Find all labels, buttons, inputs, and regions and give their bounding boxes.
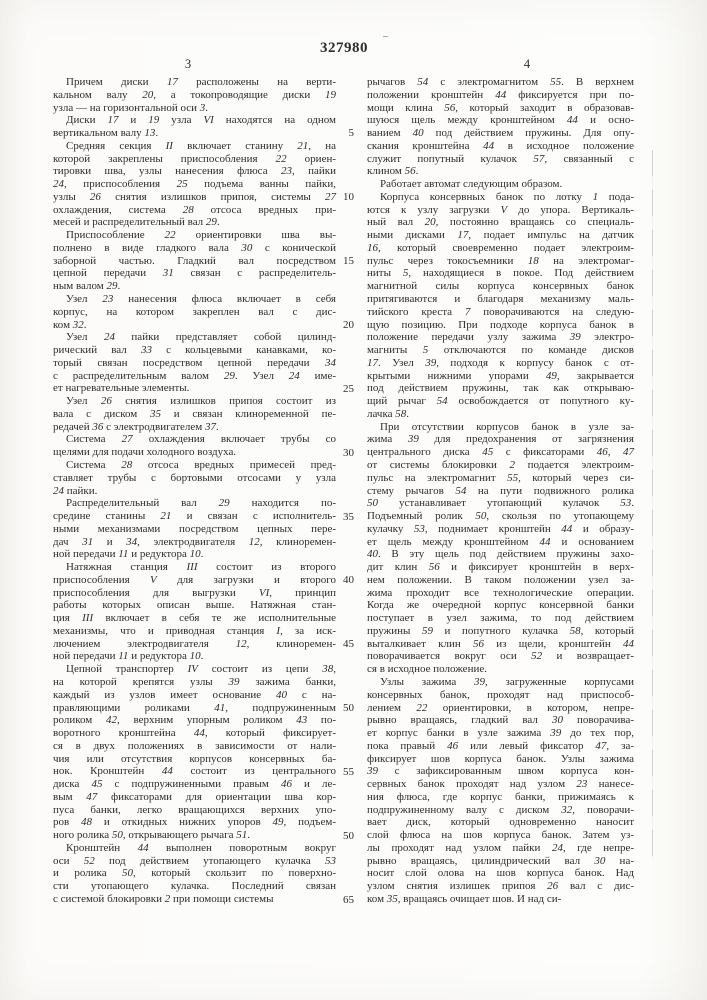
text-line: Узел 23 нанесения флюса включает в себя <box>66 293 336 306</box>
text-line: Узел 26 снятия излишков припоя состоит из <box>66 395 336 408</box>
text-line: При отсутствии корпусов банок в узле за- <box>380 420 634 433</box>
text-line: скания кронштейна 44 в исходное положение <box>367 139 634 152</box>
text-line: Натяжная станция III состоит из второго <box>66 561 336 574</box>
text-line: чия или отсутствия корпусов консервных ба- <box>53 752 336 765</box>
paragraph <box>53 459 336 497</box>
paragraph <box>367 76 634 178</box>
text-line: узлы 26 снятия излишков припоя, системы 27 <box>53 190 336 203</box>
paragraph <box>53 433 336 459</box>
text-line: ными механизмами посредством цепных пере- <box>53 522 336 535</box>
scan-fold-line <box>652 150 653 860</box>
text-line: тировки шва, узлы нанесения флюса 23, пайки <box>53 165 336 178</box>
text-line: Корпуса консервных банок по лотку 1 пода- <box>380 190 634 203</box>
text-line: 50 устанавливает утопающий кулачок 53. <box>367 497 634 510</box>
text-line: пуса банки, легко вращающихся верхних упо- <box>53 803 336 816</box>
paragraph <box>53 497 336 561</box>
text-line: Распределительный вал 29 находится по- <box>66 497 336 510</box>
text-line: служит попутный кулачок 57, связанный с <box>367 152 635 165</box>
text-line: рычагов 54 с электромагнитом 55. В верхнем <box>367 76 634 88</box>
text-line: ния флюса, где корпус банки, прижимаясь к <box>367 790 634 803</box>
text-line: вала с диском 35 и связан клиноременной пе- <box>53 407 336 420</box>
gutter-line-number: 35 <box>343 510 354 523</box>
text-line: лючением электродвигателя 12, клиноремен- <box>53 637 336 650</box>
text-line: узлом снятия излишек припоя 26 вал с дис- <box>367 880 634 893</box>
text-line: пульс на электромагнит 55, который через си- <box>367 471 634 484</box>
gutter-line-number: 10 <box>343 191 354 204</box>
text-line: оси 52 под действием утопающего кулачка 53 <box>53 854 336 867</box>
text-line: Причем диски 17 расположены на верти- <box>66 76 336 88</box>
text-line: и ролика 50, который скользит по поверхно- <box>53 867 336 880</box>
paragraph <box>53 114 336 140</box>
text-line: сти утопающего кулачка. Последний связан <box>53 880 336 893</box>
text-line: пока правый 46 или левый фиксатор 47, за- <box>367 739 635 752</box>
text-line: рывно вращаясь, гладкий вал 30 поворачива- <box>367 714 634 727</box>
text-line: корпус, на котором закреплен вал с дис- <box>53 305 336 318</box>
paragraph <box>367 421 634 676</box>
text-line: 16, который своевременно подает электроим- <box>367 241 634 254</box>
text-line: 39 с зафиксированным швом корпуса кон- <box>367 765 634 778</box>
text-line: 40. В эту щель под действием пружины захо- <box>367 548 634 561</box>
text-line: положении кронштейн 44 фиксируется при по- <box>367 88 635 101</box>
text-line: шуюся щель между кронштейном 44 и осно- <box>367 114 634 127</box>
text-line: полнено в виде гладкого вала 30 с конической <box>53 241 337 254</box>
text-line: воротного кронштейна 44, который фиксирует- <box>53 727 337 740</box>
text-line: которой закреплены приспособления 22 ориен- <box>53 152 336 165</box>
paragraph <box>53 561 336 663</box>
text-line: работы которых описан выше. Натяжная стан- <box>53 599 336 612</box>
text-line: Узел 24 пайки представляет собой цилинд- <box>66 331 336 344</box>
text-line: поворачивается вокруг оси 52 и возвращает- <box>367 650 634 663</box>
paragraph <box>367 178 634 191</box>
text-line: Диски 17 и 19 узла VI находятся на одном <box>66 114 336 127</box>
page-number-left: 3 <box>184 57 192 71</box>
text-line: с системой блокировки 2 при помощи системы <box>53 893 274 905</box>
text-line: охлаждения, система 28 отсоса вредных при- <box>53 203 336 216</box>
text-line: Подъемный ролик 50, скользя по утопающему <box>367 510 634 523</box>
text-line: приспособления для выгрузки VI, принцип <box>53 586 336 599</box>
scan-speck <box>383 36 388 37</box>
text-line: месей и распределительный вал 29. <box>53 216 220 229</box>
text-line: диска 45 с подпружиненными правым 46 и ле- <box>53 778 336 791</box>
text-line: пружины 59 и попутного кулачка 58, который <box>367 624 634 637</box>
text-line: ет щель между кронштейном 44 и основанием <box>367 535 634 548</box>
text-line: клином 56. <box>367 165 419 178</box>
paragraph <box>53 293 336 331</box>
text-line: кальном валу 20, а токопроводящие диски 19 <box>53 88 336 101</box>
text-line: ров 48 и откидных нижних упоров 49, подъем- <box>53 816 336 829</box>
text-line: ся в исходное положение. <box>367 663 487 676</box>
text-line: узла — на горизонтальной оси 3. <box>53 101 209 114</box>
text-line: нем положении. В таком положении узел за- <box>367 573 634 586</box>
paragraph <box>53 663 336 842</box>
text-line: ным валом 29. <box>53 280 121 293</box>
text-line: 24, приспособления 25 подъема ванны пайки, <box>53 178 336 191</box>
text-line: вает диск, который одновременно наносит <box>367 816 634 829</box>
text-line: вертикальном валу 13. <box>53 127 159 140</box>
text-line: положение передачи узлу зажима 39 электро- <box>367 331 634 344</box>
text-line: Система 27 охлаждения включает трубы со <box>66 433 336 446</box>
text-line: притягиваются и благодаря механизму маль- <box>367 293 634 306</box>
gutter-line-number: 50 <box>343 830 354 843</box>
text-line: ной передачи 11 и редуктора 10. <box>53 650 204 663</box>
text-line: слой флюса на шов корпуса банок. Затем уз- <box>367 829 634 842</box>
text-line: цепной передачи 31 связан с распределитель- <box>53 267 336 280</box>
text-line: жима 39 для предохранения от загрязнения <box>367 433 634 446</box>
gutter-line-number: 30 <box>343 446 354 459</box>
paragraph <box>367 676 634 906</box>
text-line: Работает автомат следующим образом. <box>380 178 563 191</box>
paragraph <box>367 191 634 421</box>
text-line: на которой крепятся узлы 39 зажима банки, <box>53 675 336 688</box>
paragraph <box>53 395 336 433</box>
text-line: механизмы, что и приводная станция I, за иск- <box>53 624 336 637</box>
text-line: рический вал 33 с кольцевыми канавками, ко- <box>53 344 337 357</box>
paragraph <box>53 842 336 906</box>
text-line: магниты 5 отключаются по команде дисков <box>367 344 634 357</box>
text-line: роликом 42, верхним упорным роликом 43 по- <box>53 714 336 727</box>
text-line: ной передачи 11 и редуктора 10. <box>53 548 204 561</box>
text-line: ся в двух положениях в зависимости от нали- <box>53 739 336 752</box>
text-line: дит клин 56 и фиксирует кронштейн в верх- <box>367 561 634 574</box>
text-line: Приспособление 22 ориентировки шва вы- <box>66 229 336 242</box>
text-line: подпружиненному валу с диском 32, поворачи- <box>367 803 634 816</box>
text-line: поступает в узел зажима, то под действием <box>367 612 634 625</box>
text-line: правляющими роликами 41, подпружиненным <box>53 701 336 714</box>
gutter-line-number: 50 <box>343 702 354 715</box>
text-line: ет корпус банки в узле зажима 39 до тех пор, <box>367 727 635 740</box>
text-line: щелями для подачи холодного воздуха. <box>53 446 237 459</box>
text-line: консервных банок, проходят над приспособ- <box>367 688 634 701</box>
patent-number: 327980 <box>320 40 368 56</box>
text-line: средине станины 21 и связан с исполнитель- <box>53 510 336 523</box>
text-line: стему рычагов 54 на пути подвижного ролика <box>367 484 634 497</box>
text-line: Кронштейн 44 выполнен поворотным вокруг <box>66 841 336 854</box>
text-line: тийского креста 7 поворачиваются на следую- <box>367 305 634 318</box>
text-line: Цепной транспортер IV состоит из цепи 38, <box>66 663 337 676</box>
text-line: ный вал 20, постоянно вращаясь со специаль- <box>367 216 635 229</box>
gutter-line-numbers <box>334 76 354 916</box>
text-line: магнитной силы корпуса консервных банок <box>367 280 634 293</box>
gutter-line-number: 65 <box>343 893 354 906</box>
text-line: заборной частью. Гладкий вал посредством <box>53 254 336 267</box>
text-line: ванием 40 под действием пружины. Для опу- <box>367 127 634 140</box>
text-line: редачей 36 с электродвигателем 37. <box>53 420 219 433</box>
text-line: с распределительным валом 29. Узел 24 име- <box>53 369 336 382</box>
text-line: рывно вращаясь, цилиндрический вал 30 на- <box>367 854 634 867</box>
text-line: ного ролика 50, открывающего рычага 51. <box>53 829 251 842</box>
text-line: каждый из узлов имеет основание 40 с на- <box>53 688 336 701</box>
text-line: носит слой олова на шов корпуса банок. Над <box>367 867 634 880</box>
gutter-line-number: 20 <box>343 318 354 331</box>
page-number-right: 4 <box>523 57 531 71</box>
text-line: Средняя секция II включает станину 21, на <box>66 139 336 152</box>
paragraph <box>53 140 336 229</box>
text-line: торый связан посредством цепной передачи 34 <box>53 356 336 369</box>
text-line: дач 31 и 34, электродвигателя 12, клиноремен- <box>53 535 336 548</box>
text-line: приспособления V для загрузки и второго <box>53 573 336 586</box>
text-line: нок. Кронштейн 44 состоит из центрального <box>53 765 337 778</box>
text-line: ниты 5, находящиеся в покое. Под действием <box>367 267 634 280</box>
text-line: сервных банок проходят над узлом 23 нанесе- <box>367 778 635 791</box>
text-line: ет нагревательные элементы. <box>53 382 190 395</box>
text-column-left <box>53 76 336 906</box>
text-line: щую позицию. При подходе корпуса банок в <box>367 318 634 331</box>
text-line: ция III включает в себя те же исполнительные <box>53 612 336 625</box>
text-line: лачка 58. <box>367 407 410 420</box>
gutter-line-number: 5 <box>348 127 354 140</box>
paragraph <box>53 76 336 114</box>
text-line: ными дисками 17, подает импульс на датчик <box>367 229 634 242</box>
text-line: под действием пружины, так как открываю- <box>367 382 634 395</box>
gutter-line-number: 40 <box>343 574 354 587</box>
text-line: Когда же очередной корпус консервной банки <box>367 599 634 612</box>
text-line: мощи клина 56, который заходит в образовав- <box>367 101 634 114</box>
text-line: лы проходят над узлом пайки 24, где непре- <box>367 841 634 854</box>
text-column-right <box>367 76 634 906</box>
text-line: Узлы зажима 39, загруженные корпусами <box>380 675 634 688</box>
text-line: от системы блокировки 2 подается электроим- <box>367 458 634 471</box>
text-line: жима проходит все технологические операции. <box>367 586 634 599</box>
paragraph <box>53 229 336 293</box>
text-line: щий рычаг 54 освобождается от попутного ку- <box>367 395 634 408</box>
text-line: центрального диска 45 с фиксаторами 46, 47 <box>367 446 635 459</box>
gutter-line-number: 15 <box>343 254 354 267</box>
text-line: кулачку 53, поднимает кронштейн 44 и образу- <box>367 522 634 535</box>
text-line: вым 47 фиксаторами для ориентации шва кор- <box>53 790 336 803</box>
paragraph <box>53 331 336 395</box>
text-line: лением 22 ориентировки, в котором, непре- <box>367 701 634 714</box>
text-line: ются к узлу загрузки V до упора. Вертикаль- <box>367 203 634 216</box>
text-line: пульс через токосъемники 18 на электромаг- <box>367 254 634 267</box>
text-line: Система 28 отсоса вредных примесей пред- <box>66 458 336 471</box>
text-line: 17. Узел 39, подходя к корпусу банок с от- <box>367 356 634 369</box>
text-line: ком 35, вращаясь очищает шов. И над си- <box>367 893 562 905</box>
text-line: 24 пайки. <box>53 484 98 497</box>
text-line: выталкивает клин 56 из щели, кронштейн 44 <box>367 637 635 650</box>
text-line: крытыми нижними упорами 49, закрывается <box>367 369 634 382</box>
text-line: ком 32. <box>53 318 87 331</box>
gutter-line-number: 25 <box>343 382 354 395</box>
gutter-line-number: 45 <box>343 638 354 651</box>
gutter-line-number: 55 <box>343 766 354 779</box>
text-line: ставляет трубы с бортовыми отсосами у узла <box>53 471 336 484</box>
text-line: фиксирует шов корпуса банок. Узлы зажима <box>367 752 634 765</box>
